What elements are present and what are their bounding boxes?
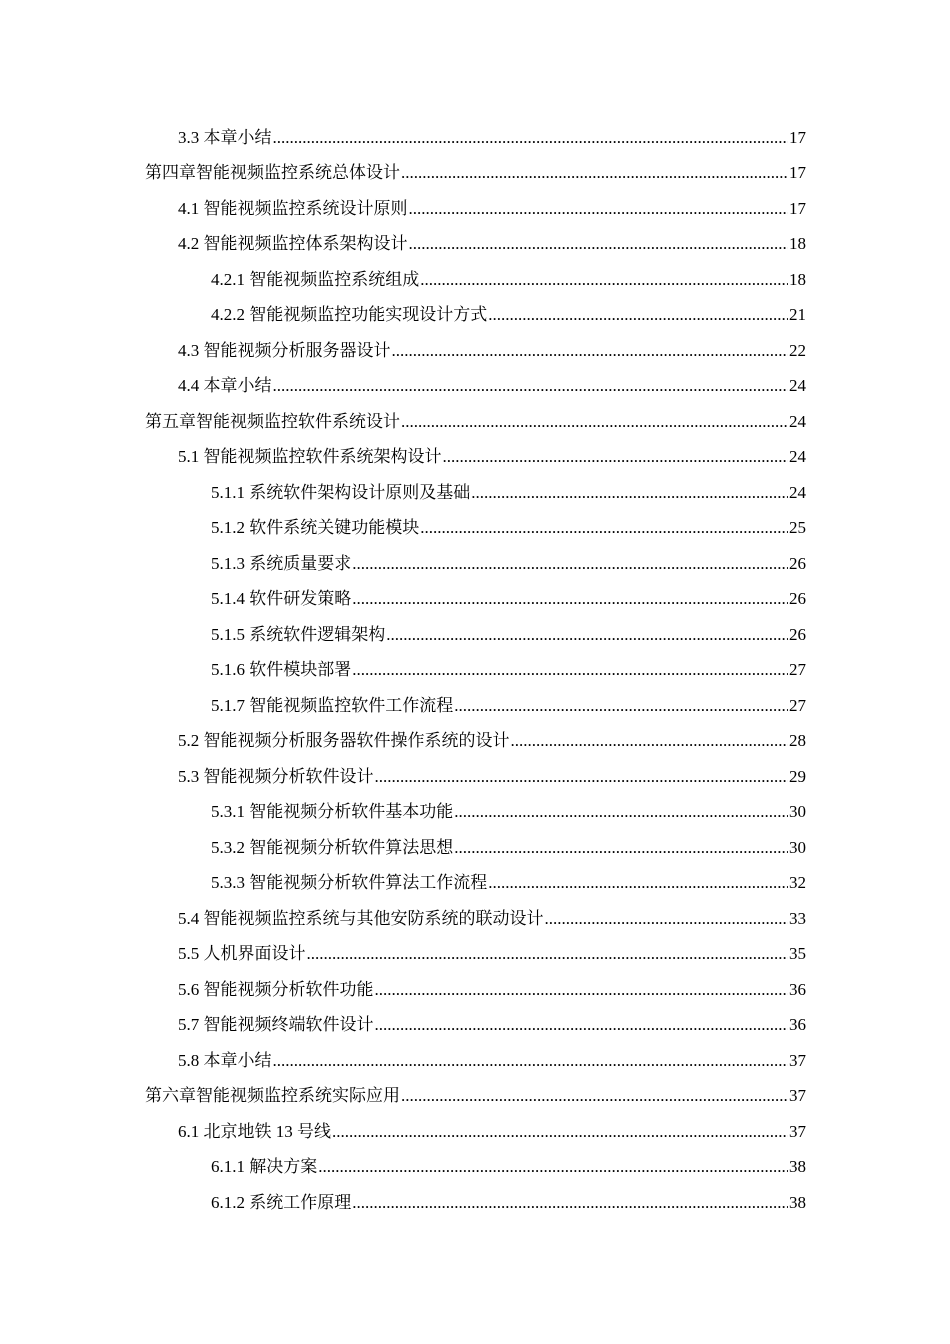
toc-entry-title: 4.1 智能视频监控系统设计原则: [178, 198, 408, 218]
toc-entry[interactable]: [0, 474, 950, 510]
toc-entry-page-number: 26: [789, 589, 806, 608]
toc-entry-title: 5.5 人机界面设计: [178, 944, 306, 963]
toc-dot-leader: [332, 1122, 788, 1142]
toc-entry[interactable]: [0, 829, 950, 865]
toc-entry[interactable]: [0, 510, 950, 546]
toc-dot-leader: [488, 305, 788, 325]
toc-dot-leader: [401, 412, 788, 432]
toc-entry[interactable]: [0, 155, 950, 191]
toc-entry-page-number: 36: [789, 1015, 806, 1034]
toc-entry-page-number: 35: [789, 944, 806, 963]
toc-dot-leader: [273, 128, 789, 148]
toc-entry-title: 6.1.1 解决方案: [211, 1157, 318, 1176]
toc-entry-title: 5.4 智能视频监控系统与其他安防系统的联动设计: [178, 908, 544, 928]
toc-dot-leader: [318, 1157, 788, 1177]
toc-entry-page-number: 24: [789, 411, 806, 431]
toc-entry-page-number: 27: [789, 695, 806, 715]
toc-entry[interactable]: [0, 865, 950, 901]
toc-entry-title: 6.1 北京地铁 13 号线: [178, 1121, 331, 1141]
toc-entry-page-number: 25: [789, 518, 806, 537]
toc-entry-page-number: 17: [789, 163, 806, 182]
toc-entry-title: 5.1.7 智能视频监控软件工作流程: [211, 695, 454, 715]
toc-dot-leader: [352, 1193, 788, 1213]
toc-entry-page-number: 30: [789, 802, 806, 821]
toc-dot-leader: [352, 660, 788, 680]
toc-dot-leader: [352, 554, 788, 574]
toc-entry[interactable]: [0, 1078, 950, 1114]
toc-dot-leader: [545, 909, 789, 929]
toc-entry-title: 4.2.2 智能视频监控功能实现设计方式: [211, 305, 488, 324]
toc-dot-leader: [273, 376, 789, 396]
toc-entry[interactable]: [0, 687, 950, 723]
toc-dot-leader: [511, 731, 789, 751]
toc-entry-page-number: 36: [789, 979, 806, 999]
toc-dot-leader: [454, 696, 788, 716]
toc-entry-title: 5.1.4 软件研发策略: [211, 589, 352, 608]
toc-entry[interactable]: [0, 439, 950, 475]
toc-entry-title: 5.1 智能视频监控软件系统架构设计: [178, 447, 442, 466]
toc-dot-leader: [409, 199, 789, 219]
toc-dot-leader: [471, 483, 788, 503]
toc-entry[interactable]: [0, 226, 950, 262]
toc-entry[interactable]: [0, 758, 950, 794]
toc-dot-leader: [392, 341, 789, 361]
toc-entry-title: 5.7 智能视频终端软件设计: [178, 1015, 374, 1034]
toc-entry-page-number: 18: [789, 234, 806, 253]
toc-entry-title: 5.2 智能视频分析服务器软件操作系统的设计: [178, 731, 510, 750]
toc-entry-title: 5.8 本章小结: [178, 1050, 272, 1070]
toc-entry-page-number: 37: [789, 1086, 806, 1105]
toc-entry-page-number: 22: [789, 340, 806, 360]
toc-entry-title: 5.1.3 系统质量要求: [211, 553, 352, 573]
toc-dot-leader: [454, 802, 788, 822]
toc-dot-leader: [307, 944, 789, 964]
toc-dot-leader: [273, 1051, 789, 1071]
toc-entry-page-number: 28: [789, 731, 806, 750]
toc-entry-page-number: 37: [789, 1050, 806, 1070]
toc-entry-title: 第五章智能视频监控软件系统设计: [145, 411, 400, 431]
toc-entry[interactable]: [0, 616, 950, 652]
toc-entry[interactable]: [0, 368, 950, 404]
toc-entry-title: 5.3.1 智能视频分析软件基本功能: [211, 802, 454, 821]
toc-entry-page-number: 24: [789, 482, 806, 502]
toc-dot-leader: [401, 1086, 788, 1106]
toc-entry[interactable]: [0, 261, 950, 297]
toc-entry-page-number: 37: [789, 1121, 806, 1141]
toc-dot-leader: [352, 589, 788, 609]
toc-dot-leader: [488, 873, 788, 893]
toc-entry[interactable]: [0, 936, 950, 972]
toc-entry-page-number: 26: [789, 553, 806, 573]
toc-dot-leader: [375, 980, 789, 1000]
toc-entry[interactable]: [0, 581, 950, 617]
toc-entry[interactable]: [0, 794, 950, 830]
toc-entry-title: 4.2.1 智能视频监控系统组成: [211, 269, 420, 289]
toc-entry[interactable]: [0, 403, 950, 439]
toc-dot-leader: [401, 163, 788, 183]
toc-entry[interactable]: [0, 332, 950, 368]
toc-entry-title: 5.1.5 系统软件逻辑架构: [211, 624, 386, 644]
toc-entry[interactable]: [0, 545, 950, 581]
toc-entry-page-number: 30: [789, 837, 806, 857]
toc-dot-leader: [443, 447, 789, 467]
toc-dot-leader: [409, 234, 789, 254]
toc-entry[interactable]: [0, 1149, 950, 1185]
toc-entry-page-number: 24: [789, 447, 806, 466]
toc-dot-leader: [375, 767, 789, 787]
toc-entry[interactable]: [0, 1113, 950, 1149]
toc-entry-page-number: 21: [789, 305, 806, 324]
toc-dot-leader: [375, 1015, 789, 1035]
toc-entry-title: 6.1.2 系统工作原理: [211, 1192, 352, 1212]
toc-entry-page-number: 24: [789, 376, 806, 395]
toc-entry[interactable]: [0, 190, 950, 226]
toc-entry-title: 5.3.3 智能视频分析软件算法工作流程: [211, 873, 488, 892]
toc-entry-title: 4.4 本章小结: [178, 376, 272, 395]
toc-dot-leader: [386, 625, 788, 645]
toc-entry-title: 4.2 智能视频监控体系架构设计: [178, 234, 408, 253]
toc-entry-page-number: 17: [789, 198, 806, 218]
toc-dot-leader: [420, 270, 788, 290]
toc-entry-title: 3.3 本章小结: [178, 127, 272, 147]
toc-entry-title: 第四章智能视频监控系统总体设计: [145, 163, 400, 182]
toc-entry[interactable]: [0, 297, 950, 333]
toc-entry[interactable]: [0, 1042, 950, 1078]
toc-entry-page-number: 38: [789, 1157, 806, 1176]
toc-entry-title: 5.3.2 智能视频分析软件算法思想: [211, 837, 454, 857]
toc-entry-title: 5.3 智能视频分析软件设计: [178, 766, 374, 786]
toc-entry-page-number: 29: [789, 766, 806, 786]
toc-entry[interactable]: [0, 119, 950, 155]
toc-entry[interactable]: [0, 652, 950, 688]
toc-entry-page-number: 32: [789, 873, 806, 892]
toc-entry[interactable]: [0, 723, 950, 759]
toc-entry[interactable]: [0, 1184, 950, 1220]
toc-entry-page-number: 38: [789, 1192, 806, 1212]
toc-entry[interactable]: [0, 1007, 950, 1043]
toc-entry-title: 4.3 智能视频分析服务器设计: [178, 340, 391, 360]
toc-dot-leader: [454, 838, 788, 858]
toc-entry-title: 5.1.6 软件模块部署: [211, 660, 352, 679]
toc-entry[interactable]: [0, 971, 950, 1007]
toc-entry-page-number: 26: [789, 624, 806, 644]
toc-entry-title: 第六章智能视频监控系统实际应用: [145, 1086, 400, 1105]
toc-entry-title: 5.1.1 系统软件架构设计原则及基础: [211, 482, 471, 502]
toc-entry-title: 5.6 智能视频分析软件功能: [178, 979, 374, 999]
toc-entry-page-number: 27: [789, 660, 806, 679]
toc-dot-leader: [420, 518, 788, 538]
toc-entry-title: 5.1.2 软件系统关键功能模块: [211, 518, 420, 537]
toc-entry-page-number: 18: [789, 269, 806, 289]
toc-entry-page-number: 17: [789, 127, 806, 147]
table-of-contents: [0, 119, 950, 1220]
toc-entry[interactable]: [0, 900, 950, 936]
toc-entry-page-number: 33: [789, 908, 806, 928]
